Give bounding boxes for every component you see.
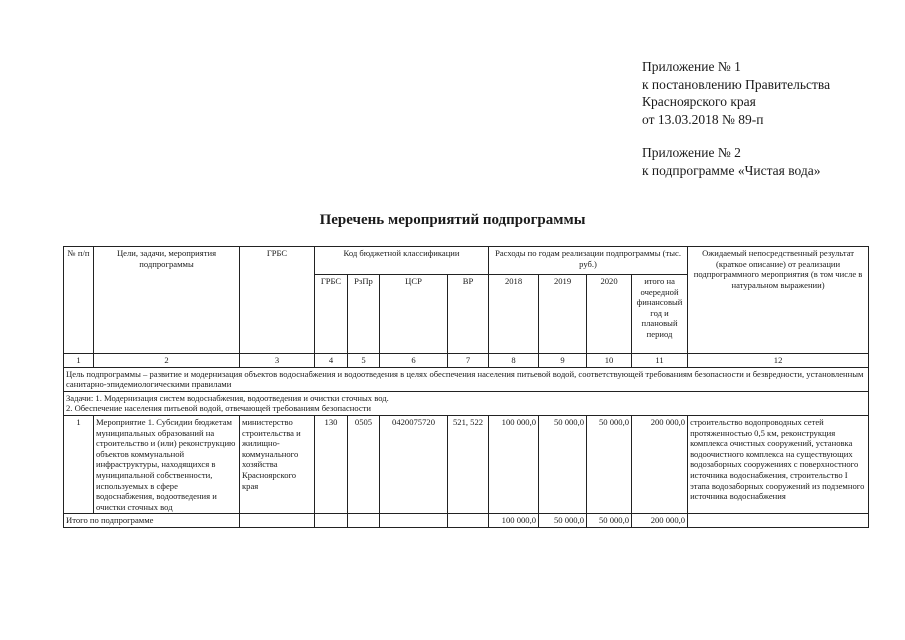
measure-vr: 521, 522 xyxy=(448,415,489,513)
column-number: 8 xyxy=(489,354,539,368)
header-sub-rzpr: РзПр xyxy=(348,275,380,354)
total-empty-cell xyxy=(448,514,489,528)
header-total-period: итого на очередной финансовый год и плановый период xyxy=(632,275,688,354)
measure-grbs-code: 130 xyxy=(315,415,348,513)
appendix-2-line: Приложение № 2 xyxy=(642,145,741,160)
column-number: 1 xyxy=(64,354,94,368)
tasks-row xyxy=(64,391,869,415)
column-number: 5 xyxy=(348,354,380,368)
column-number: 12 xyxy=(688,354,869,368)
header-expenses: Расходы по годам реализации подпрограммы (тыс. руб.) xyxy=(489,247,688,275)
total-2019: 50 000,0 xyxy=(539,514,587,528)
column-number: 9 xyxy=(539,354,587,368)
column-number: 6 xyxy=(380,354,448,368)
appendix-1-line: Приложение № 1 xyxy=(642,59,741,74)
measure-grbs: министерство строительства и жилищно-коммунального хозяйства Красноярского края xyxy=(240,415,315,513)
column-numbers-row xyxy=(64,354,869,368)
measure-2020: 50 000,0 xyxy=(587,415,632,513)
column-number: 4 xyxy=(315,354,348,368)
header-goals: Цели, задачи, мероприятия подпрограммы xyxy=(94,247,240,354)
column-number: 11 xyxy=(632,354,688,368)
measure-2018: 100 000,0 xyxy=(489,415,539,513)
appendix-2-line: к подпрограмме «Чистая вода» xyxy=(642,162,821,178)
total-sum: 200 000,0 xyxy=(632,514,688,528)
measure-num: 1 xyxy=(64,415,94,513)
header-sub-vr: ВР xyxy=(448,275,489,354)
measure-name: Мероприятие 1. Субсидии бюджетам муниципальных образований на строительство и (или) реконструкцию объектов коммунальной инфраструктуры, находящихся в муниципальной собственности, используемых в сфере водоснабжения, водоотведения и очистки сточных вод xyxy=(94,415,240,513)
total-2018: 100 000,0 xyxy=(489,514,539,528)
measure-2019: 50 000,0 xyxy=(539,415,587,513)
header-sub-csr: ЦСР xyxy=(380,275,448,354)
total-empty-cell xyxy=(688,514,869,528)
appendix-1-line: от 13.03.2018 № 89-п xyxy=(642,111,764,127)
measure-row xyxy=(64,415,869,513)
goal-text: Цель подпрограммы – развитие и модернизация объектов водоснабжения и водоотведения в целях обеспечения населения питьевой водой, соответствующей требованиям безопасности и безвредности, установленным санитарно-эпидемиологическими правилами xyxy=(64,367,869,391)
total-empty-cell xyxy=(380,514,448,528)
header-num: № п/п xyxy=(64,247,94,354)
column-number: 3 xyxy=(240,354,315,368)
appendix-1-line: к постановлению Правительства xyxy=(642,76,831,92)
document-title: Перечень мероприятий подпрограммы xyxy=(319,212,586,228)
header-row-1 xyxy=(64,247,869,275)
goal-row xyxy=(64,367,869,391)
appendix-1-line: Красноярского края xyxy=(642,94,756,109)
column-number: 7 xyxy=(448,354,489,368)
total-empty-cell xyxy=(240,514,315,528)
tasks-cell xyxy=(64,391,869,415)
appendix-2-block xyxy=(642,144,820,179)
header-year-2018: 2018 xyxy=(489,275,539,354)
column-number: 10 xyxy=(587,354,632,368)
measure-csr: 0420075720 xyxy=(380,415,448,513)
header-grbs: ГРБС xyxy=(240,247,315,354)
total-row xyxy=(64,514,869,528)
total-empty-cell xyxy=(348,514,380,528)
measures-table xyxy=(63,246,869,528)
header-budget-classification: Код бюджетной классификации xyxy=(315,247,489,275)
measure-result: строительство водопроводных сетей протяженностью 0,5 км, реконструкция комплекса очистных сооружений, установка водоочистного комплекса на существующих водозаборных сооружениях с поверхностного источника водоснабжения, строительство I этапа водозаборных сооружений из подземного источника водоснабжения xyxy=(688,415,869,513)
header-sub-grbs: ГРБС xyxy=(315,275,348,354)
appendix-1-block xyxy=(642,58,830,128)
task-2-text: 2. Обеспечение населения питьевой водой, отвечающей требованиям безопасности xyxy=(66,403,372,414)
header-year-2020: 2020 xyxy=(587,275,632,354)
task-1-text: Задачи: 1. Модернизация систем водоснабжения, водоотведения и очистки сточных вод. xyxy=(66,392,389,403)
column-number: 2 xyxy=(94,354,240,368)
measure-total: 200 000,0 xyxy=(632,415,688,513)
total-2020: 50 000,0 xyxy=(587,514,632,528)
total-empty-cell xyxy=(315,514,348,528)
measure-rzpr: 0505 xyxy=(348,415,380,513)
header-expected-result: Ожидаемый непосредственный результат (краткое описание) от реализации подпрограммного мероприятия (в том числе в натуральном выражении) xyxy=(688,247,869,354)
header-year-2019: 2019 xyxy=(539,275,587,354)
total-label: Итого по подпрограмме xyxy=(64,514,240,528)
